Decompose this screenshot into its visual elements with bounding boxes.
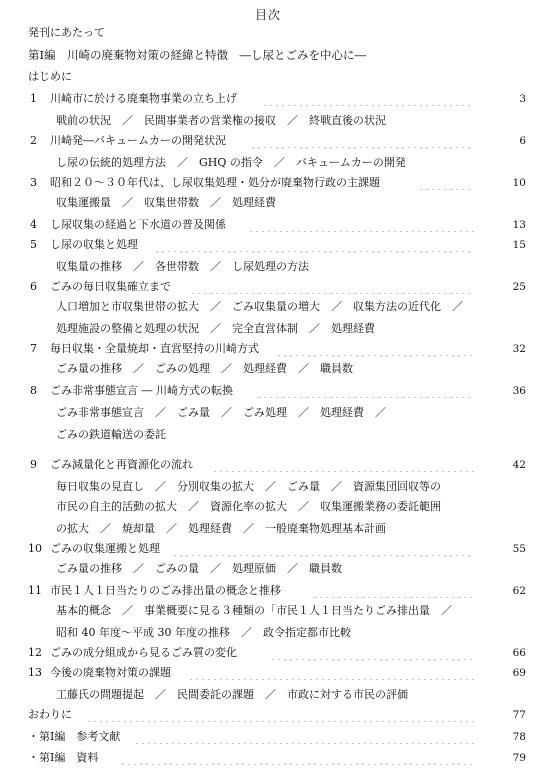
- leader-dots: [312, 584, 474, 598]
- leader-dots: [212, 458, 474, 472]
- preface-entry[interactable]: 発刊にあたって: [28, 26, 105, 39]
- chapter-title: ごみ減量化と再資源化の流れ: [50, 458, 193, 471]
- chapter-subtopics: 毎日収集の見直し ／ 分別収集の拡大 ／ ごみ量 ／ 資源集団回収等の: [56, 480, 441, 493]
- closing-page: 79: [512, 752, 526, 764]
- leader-dots: [262, 92, 472, 106]
- chapter-subtopics: 工藤氏の問題提起 ／ 民間委託の課題 ／ 市政に対する市民の評価: [56, 688, 408, 701]
- closing-title: ・第Ⅰ編 参考文献: [28, 730, 121, 743]
- chapter-title: 川崎発―バキュームカーの開発状況: [50, 134, 226, 147]
- closing-title: ・第Ⅰ編 資料: [28, 751, 99, 764]
- chapter-title: ごみの毎日収集確立まで: [50, 280, 171, 293]
- chapter-page: 6: [519, 135, 526, 147]
- chapter-page: 32: [512, 343, 526, 355]
- closing-page: 78: [512, 731, 526, 743]
- chapter-number: 13: [28, 666, 42, 679]
- chapter-title: 市民１人１日当たりのごみ排出量の概念と推移: [50, 584, 281, 597]
- leader-dots: [120, 751, 474, 765]
- chapter-number: 9: [30, 458, 37, 471]
- chapter-subtopics: 基本的概念 ／ 事業概要に見る３種類の「市民１人１日当たりごみ排出量 ／: [56, 604, 452, 617]
- chapter-subtopics: ごみの鉄道輸送の委託: [56, 428, 166, 441]
- chapter-number: 10: [28, 542, 42, 555]
- chapter-page: 55: [512, 543, 526, 555]
- chapter-subtopics: し尿の伝統的処理方法 ／ GHQ の指令 ／ バキュームカーの開発: [56, 156, 406, 169]
- chapter-number: 2: [30, 134, 37, 147]
- chapter-page: 10: [512, 177, 526, 189]
- chapter-subtopics: ごみ非常事態宣言 ／ ごみ量 ／ ごみ処理 ／ 処理経費 ／: [56, 406, 386, 419]
- chapter-subtopics: の拡大 ／ 焼却量 ／ 処理経費 ／ 一般廃棄物処理基本計画: [56, 522, 386, 535]
- leader-dots: [270, 646, 474, 660]
- chapter-subtopics: 昭和 40 年度～平成 30 年度の推移 ／ 政令指定都市比較: [56, 626, 351, 639]
- chapter-title: ごみの収集運搬と処理: [50, 542, 160, 555]
- chapter-subtopics: 収集量の推移 ／ 各世帯数 ／ し尿処理の方法: [56, 260, 309, 273]
- chapter-subtopics: 人口増加と市収集世帯の拡大 ／ ごみ収集量の増大 ／ 収集方法の近代化 ／: [56, 300, 463, 313]
- closing-title: おわりに: [28, 708, 72, 721]
- chapter-number: 8: [30, 384, 37, 397]
- chapter-title: 昭和２０～３０年代は、し尿収集処理・処分が廃棄物行政の主課題: [50, 176, 380, 189]
- leader-dots: [276, 342, 472, 356]
- chapter-page: 42: [512, 459, 526, 471]
- chapter-page: 69: [512, 667, 526, 679]
- chapter-page: 15: [512, 239, 526, 251]
- leader-dots: [418, 176, 470, 190]
- chapter-page: 62: [512, 585, 526, 597]
- chapter-subtopics: 収集運搬量 ／ 収集世帯数 ／ 処理経費: [56, 196, 276, 209]
- leader-dots: [86, 708, 474, 722]
- intro-entry[interactable]: はじめに: [28, 70, 72, 83]
- closing-page: 77: [512, 709, 526, 721]
- leader-dots: [188, 666, 474, 680]
- chapter-title: 川崎市に於ける廃棄物事業の立ち上げ: [50, 92, 237, 105]
- chapter-number: 4: [30, 218, 37, 231]
- leader-dots: [154, 238, 474, 252]
- chapter-page: 3: [519, 93, 526, 105]
- chapter-page: 13: [512, 219, 526, 231]
- chapter-title: ごみの成分組成から見るごみ質の変化: [50, 646, 237, 659]
- chapter-number: 3: [30, 176, 37, 189]
- chapter-page: 25: [512, 281, 526, 293]
- chapter-page: 36: [512, 385, 526, 397]
- chapter-title: し尿の収集と処理: [50, 238, 138, 251]
- chapter-number: 12: [28, 646, 42, 659]
- chapter-page: 66: [512, 647, 526, 659]
- chapter-number: 11: [28, 584, 42, 597]
- chapter-number: 6: [30, 280, 37, 293]
- leader-dots: [250, 134, 474, 148]
- leader-dots: [172, 542, 472, 556]
- chapter-subtopics: 戦前の状況 ／ 民間事業者の営業権の接収 ／ 終戦直後の状況: [56, 114, 386, 127]
- part-heading[interactable]: 第Ⅰ編 川崎の廃棄物対策の経緯と特徴 ―し尿とごみを中心に―: [28, 48, 367, 62]
- chapter-title: 毎日収集・全量焼却・直営堅持の川崎方式: [50, 342, 259, 355]
- page-title: 目次: [254, 8, 281, 22]
- chapter-title: 今後の廃棄物対策の課題: [50, 666, 171, 679]
- chapter-subtopics: 市民の自主的活動の拡大 ／ 資源化率の拡大 ／ 収集運搬業務の委託範囲: [56, 500, 441, 513]
- chapter-subtopics: 処理施設の整備と処理の状況 ／ 完全直営体制 ／ 処理経費: [56, 322, 375, 335]
- chapter-number: 5: [30, 238, 37, 251]
- chapter-number: 7: [30, 342, 37, 355]
- leader-dots: [134, 730, 474, 744]
- chapter-subtopics: ごみ量の推移 ／ ごみの量 ／ 処理原価 ／ 職員数: [56, 562, 342, 575]
- chapter-number: 1: [30, 92, 37, 105]
- chapter-subtopics: ごみ量の推移 ／ ごみの処理 ／ 処理経費 ／ 職員数: [56, 362, 353, 375]
- chapter-title: ごみ非常事態宣言 ― 川崎方式の転換: [50, 384, 233, 397]
- chapter-title: し尿収集の経過と下水道の普及関係: [50, 218, 226, 231]
- leader-dots: [256, 384, 472, 398]
- leader-dots: [190, 280, 474, 294]
- leader-dots: [248, 218, 474, 232]
